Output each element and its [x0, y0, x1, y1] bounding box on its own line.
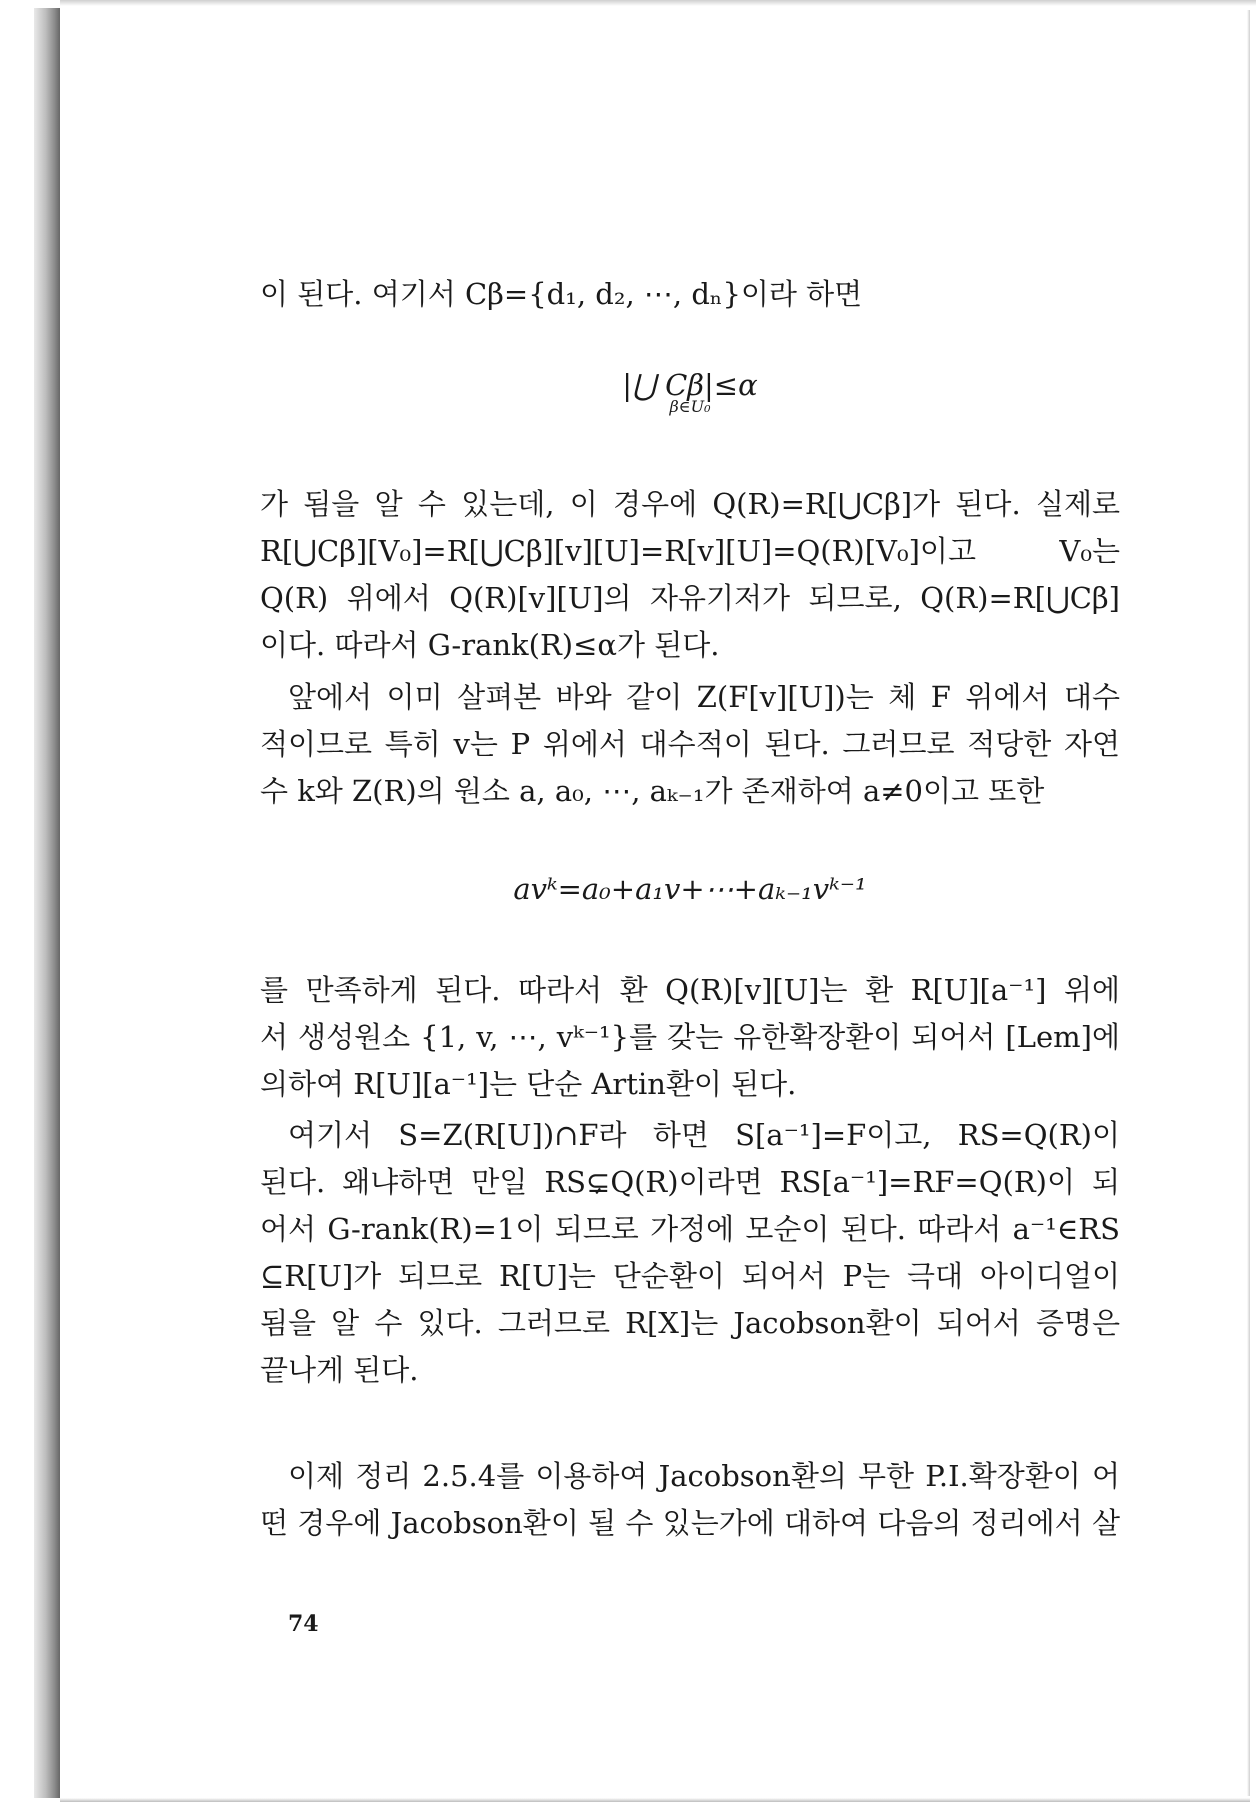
text-line: 된다. 왜냐하면 만일 RS⊊Q(R)이라면 RS[a⁻¹]=RF=Q(R)이 되 [260, 1165, 1120, 1199]
text-line: 여기서 S=Z(R[U])∩F라 하면 S[a⁻¹]=F이고, RS=Q(R)이 [288, 1118, 1120, 1152]
text-line: 를 만족하게 된다. 따라서 환 Q(R)[v][U]는 환 R[U][a⁻¹] 위에 [260, 973, 1120, 1007]
paragraph-5 [260, 1112, 1120, 1394]
text-line: ⊆R[U]가 되므로 R[U]는 단순환이 되어서 P는 극대 아이디얼이 [260, 1259, 1120, 1293]
text-line: 수 k와 Z(R)의 원소 a, a₀, ⋯, aₖ₋₁가 존재하여 a≠0이고 또한 [260, 774, 1045, 808]
text-line: Q(R) 위에서 Q(R)[v][U]의 자유기저가 되므로, Q(R)=R[⋃Cβ] [260, 581, 1120, 615]
paragraph-1 [260, 271, 1120, 318]
paragraph-4 [260, 967, 1120, 1108]
text-line: 적이므로 특히 v는 P 위에서 대수적이 된다. 그러므로 적당한 자연 [260, 727, 1120, 761]
page-right-edge [1247, 10, 1250, 1796]
page-number: 74 [288, 1611, 319, 1637]
text-line: 떤 경우에 Jacobson환이 될 수 있는가에 대하여 다음의 정리에서 살 [260, 1506, 1120, 1540]
formula-main: |⋃ Cβ|≤α [622, 368, 758, 402]
text-line: 이제 정리 2.5.4를 이용하여 Jacobson환의 무한 P.I.확장환이 어 [288, 1459, 1120, 1493]
formula-subscript: β∈U₀ [669, 397, 711, 416]
book-spine-shadow [34, 8, 60, 1798]
formula-algebraic-relation [260, 872, 1120, 906]
page-bottom-edge [60, 1798, 1250, 1802]
formula-union-bound [260, 368, 1120, 416]
text-line: 의하여 R[U][a⁻¹]는 단순 Artin환이 된다. [260, 1067, 797, 1101]
text-line: 앞에서 이미 살펴본 바와 같이 Z(F[v][U])는 체 F 위에서 대수 [288, 680, 1120, 714]
text-line: 가 됨을 알 수 있는데, 이 경우에 Q(R)=R[⋃Cβ]가 된다. 실제로 [260, 487, 1120, 521]
paragraph-6 [260, 1453, 1120, 1547]
text-line: 끝나게 된다. [260, 1353, 419, 1387]
text-line: R[⋃Cβ][V₀]=R[⋃Cβ][v][U]=R[v][U]=Q(R)[V₀]이고 V₀는 [260, 534, 1120, 568]
text-line: 이 된다. 여기서 Cβ={d₁, d₂, ⋯, dₙ}이라 하면 [260, 277, 863, 311]
paragraph-3 [260, 674, 1120, 815]
text-line: 어서 G-rank(R)=1이 되므로 가정에 모순이 된다. 따라서 a⁻¹∈RS [260, 1212, 1120, 1246]
text-line: 서 생성원소 {1, v, ⋯, vᵏ⁻¹}를 갖는 유한확장환이 되어서 [Lem]에 [260, 1020, 1120, 1054]
text-line: 이다. 따라서 G-rank(R)≤α가 된다. [260, 628, 720, 662]
paragraph-2 [260, 481, 1120, 669]
text-line: 됨을 알 수 있다. 그러므로 R[X]는 Jacobson환이 되어서 증명은 [260, 1306, 1120, 1340]
formula-main: avᵏ=a₀+a₁v+⋯+aₖ₋₁vᵏ⁻¹ [513, 872, 867, 906]
